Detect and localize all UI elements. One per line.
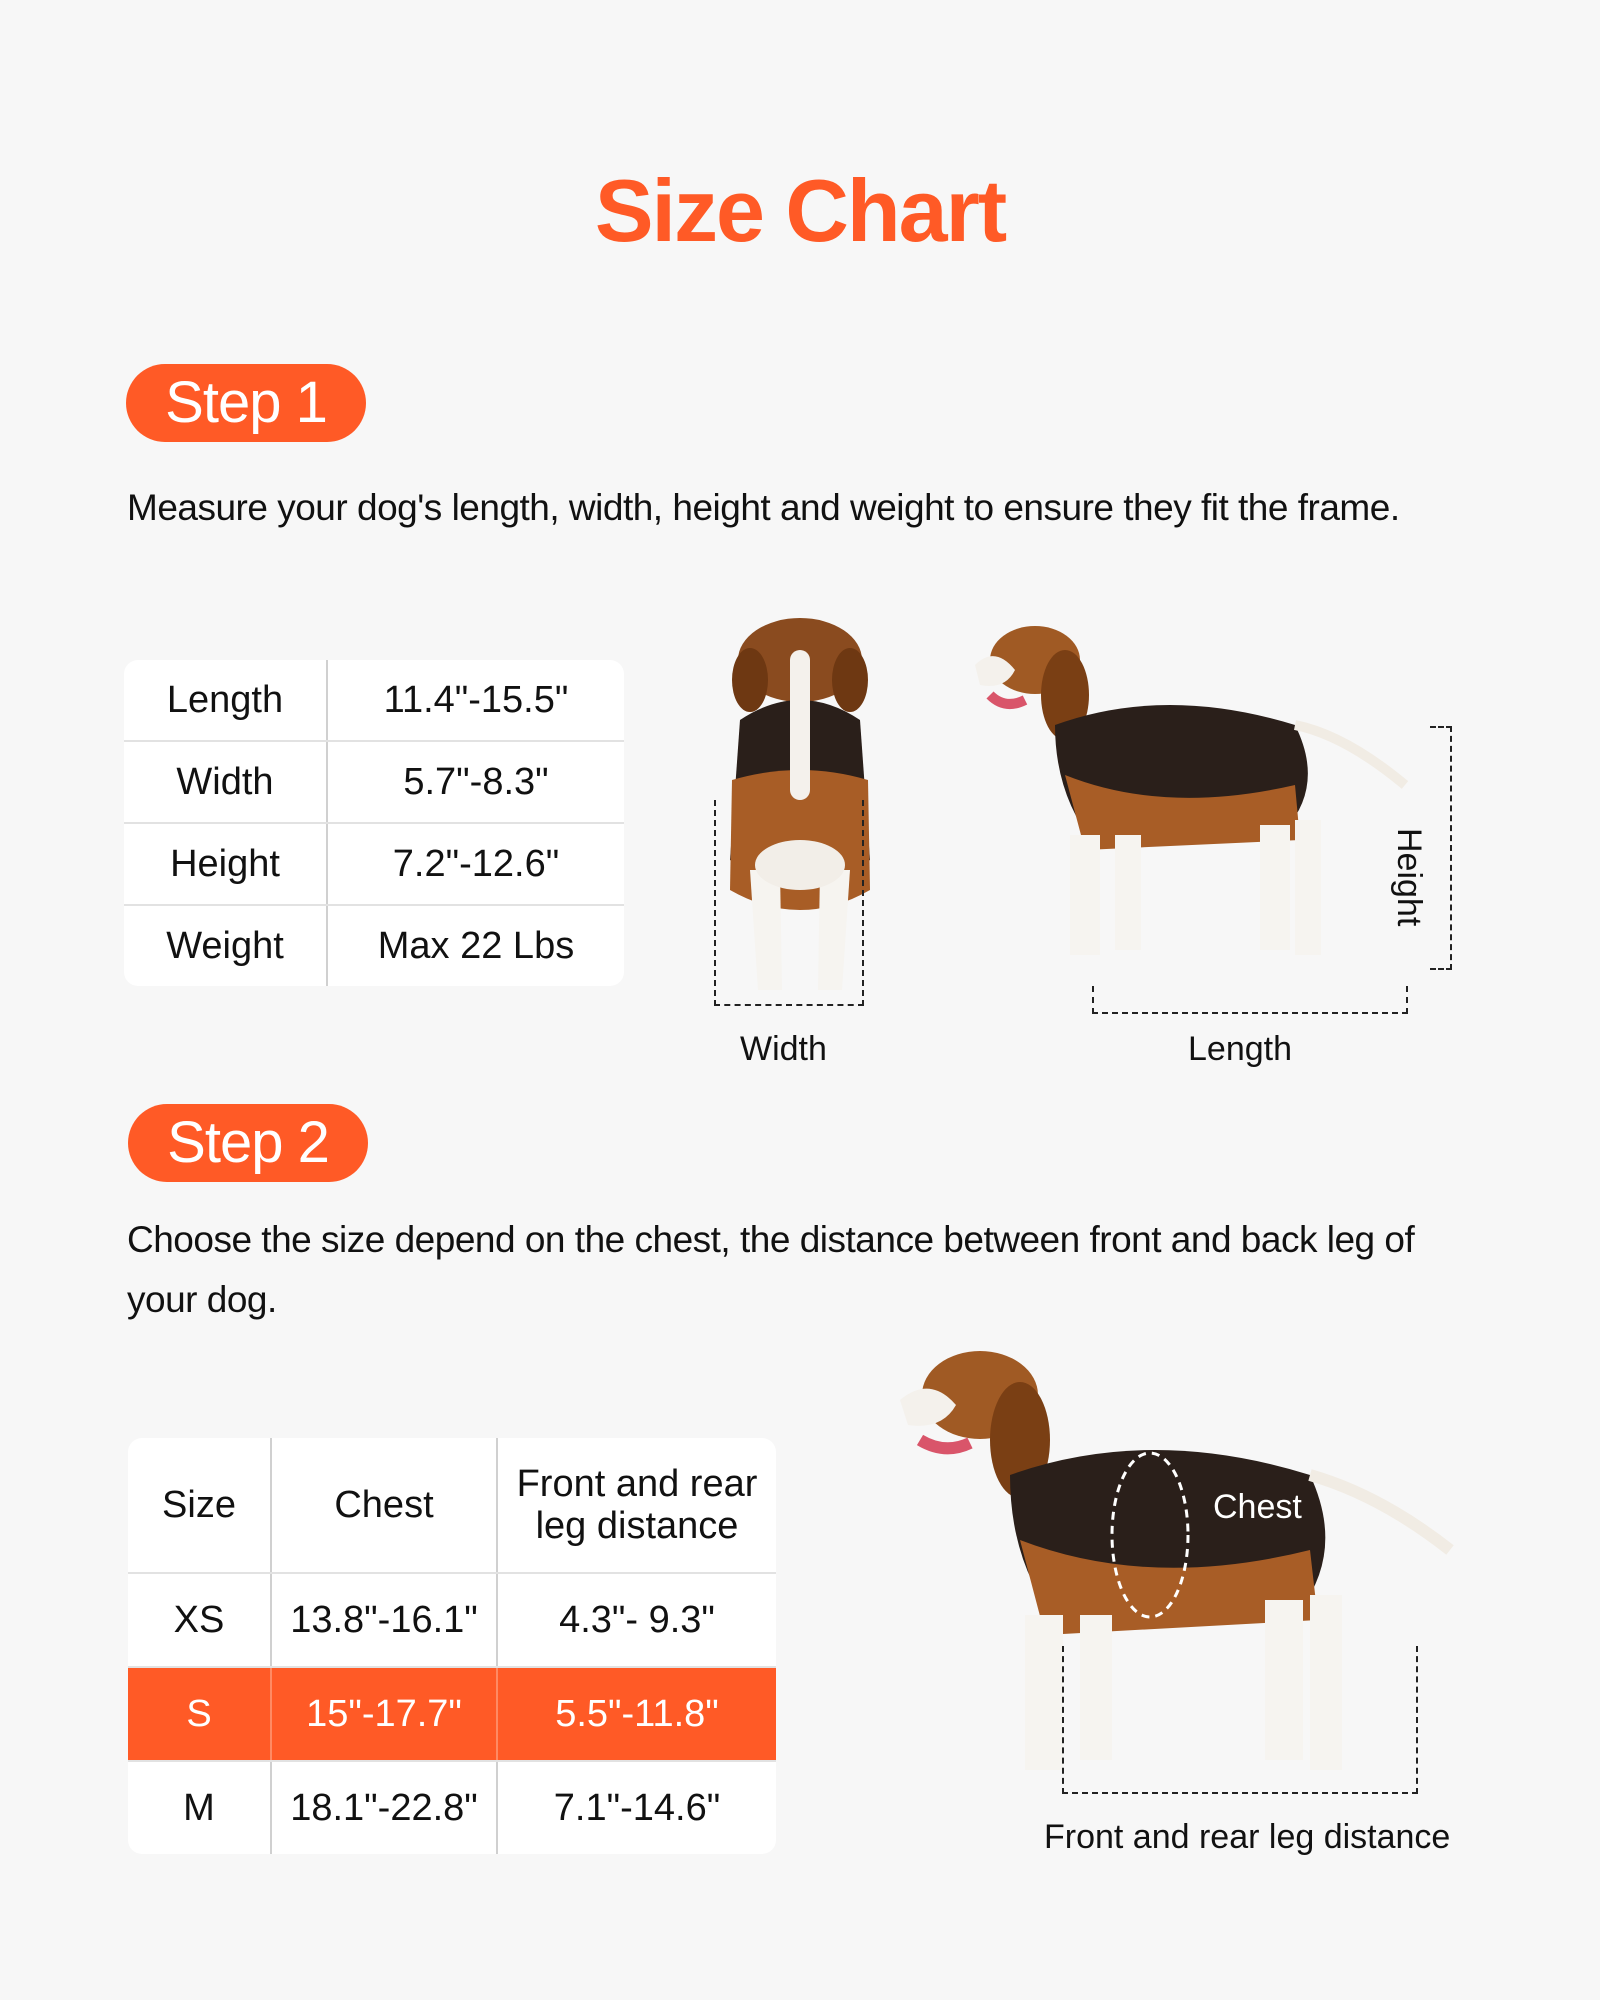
chest-cell: 15"-17.7" <box>271 1667 497 1761</box>
table-row <box>128 1761 776 1854</box>
leg-distance-label: Front and rear leg distance <box>1044 1818 1451 1856</box>
size-cell: XS <box>128 1573 271 1667</box>
table-row <box>124 660 624 741</box>
table-row <box>124 741 624 823</box>
measurement-table <box>124 660 624 986</box>
length-label: Length <box>1188 1030 1292 1068</box>
step-1-description: Measure your dog's length, width, height and weight to ensure they fit the frame. <box>127 487 1400 528</box>
measure-value: 7.2"-12.6" <box>327 823 624 905</box>
measure-label: Length <box>124 660 327 741</box>
size-header: Size <box>128 1438 271 1573</box>
chest-header: Chest <box>271 1438 497 1573</box>
height-label: Height <box>1390 828 1428 927</box>
chest-label: Chest <box>1213 1488 1302 1526</box>
length-dashed-guide <box>1092 986 1408 1014</box>
measure-value: 11.4"-15.5" <box>327 660 624 741</box>
leg-distance-cell: 7.1"-14.6" <box>553 1786 721 1829</box>
leg-distance-cell: 5.5"-11.8" <box>497 1667 776 1761</box>
leg-distance-dashed-guide <box>1062 1646 1418 1794</box>
measure-label: Width <box>124 741 327 823</box>
measure-value: 5.7"-8.3" <box>327 741 624 823</box>
table-row <box>128 1573 776 1667</box>
leg-distance-cell: 4.3"- 9.3" <box>497 1573 776 1667</box>
chest-cell: 13.8"-16.1" <box>271 1573 497 1667</box>
measure-value: Max 22 Lbs <box>377 924 575 967</box>
measure-label: Weight <box>124 905 327 986</box>
table-row-highlighted <box>128 1667 776 1761</box>
table-header-row <box>128 1438 776 1573</box>
step-1-badge: Step 1 <box>126 364 366 442</box>
width-dashed-guide <box>714 800 864 1006</box>
table-row <box>124 823 624 905</box>
page-title: Size Chart <box>594 161 1006 260</box>
size-cell: S <box>128 1667 271 1761</box>
leg-distance-header: Front and rear leg distance <box>497 1438 776 1573</box>
step-2-badge: Step 2 <box>128 1104 368 1182</box>
width-label: Width <box>740 1030 827 1068</box>
step-2-description: Choose the size depend on the chest, the distance between front and back leg of your dog. <box>127 1219 1415 1320</box>
height-dashed-guide <box>1430 726 1452 970</box>
size-cell: M <box>128 1761 271 1854</box>
size-table <box>128 1438 776 1854</box>
table-row <box>124 905 624 986</box>
chest-cell: 18.1"-22.8" <box>271 1761 497 1854</box>
measure-label: Height <box>124 823 327 905</box>
